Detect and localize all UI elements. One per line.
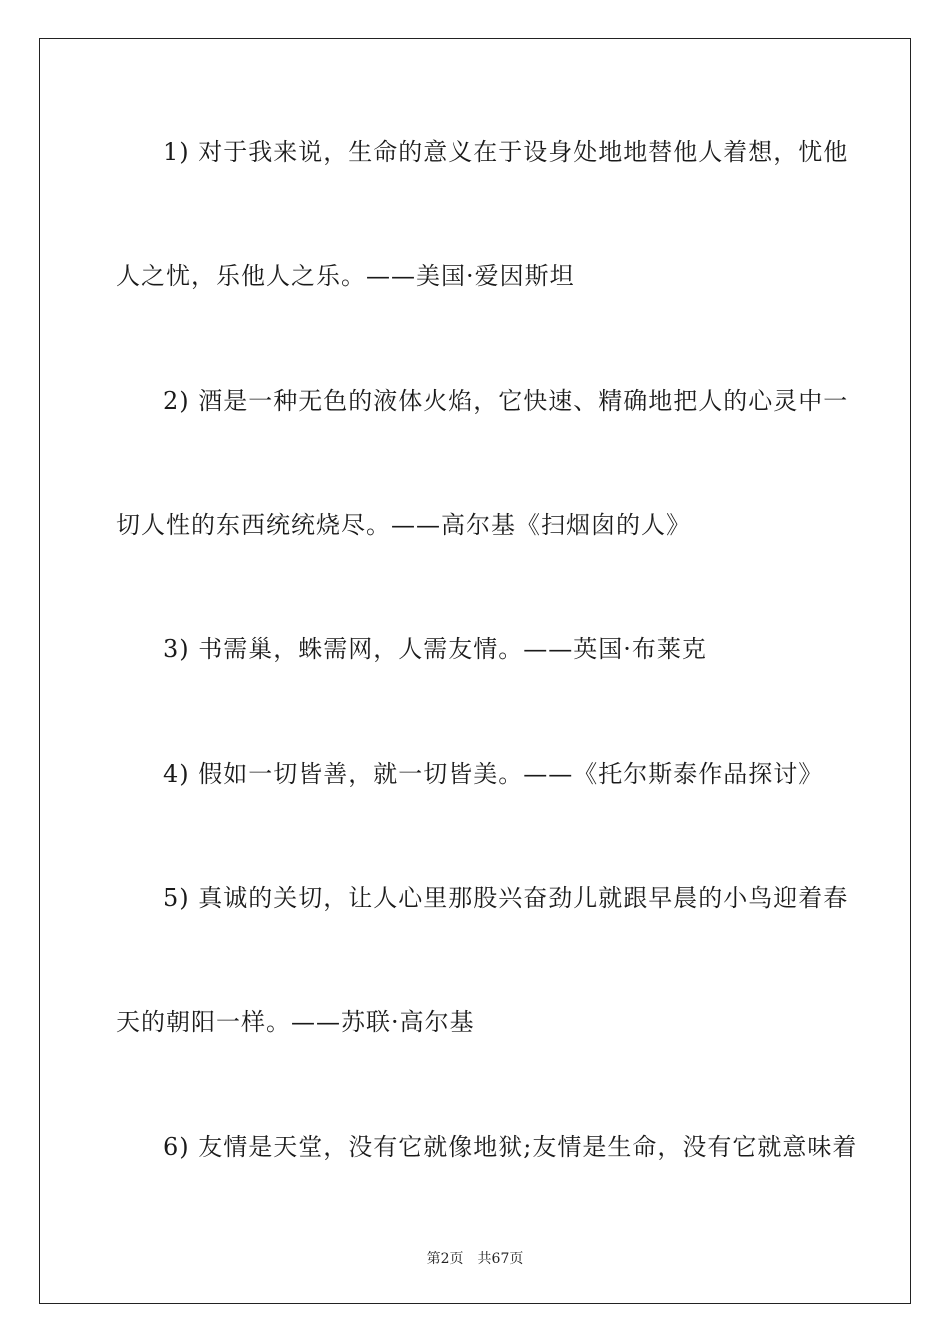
text-line-2: 人之忧，乐他人之乐。——美国·爱因斯坦: [116, 262, 575, 290]
text-line-9: 6) 友情是天堂，没有它就像地狱;友情是生命，没有它就意味着: [163, 1133, 858, 1161]
page-number-footer: 第2页 共67页: [426, 1251, 524, 1267]
text-line-8: 天的朝阳一样。——苏联·高尔基: [116, 1008, 475, 1036]
text-line-5: 3) 书需巢，蛛需网，人需友情。——英国·布莱克: [163, 635, 707, 663]
text-line-4: 切人性的东西统统烧尽。——高尔基《扫烟囱的人》: [116, 511, 691, 539]
text-line-1: 1) 对于我来说，生命的意义在于设身处地地替他人着想，忧他: [163, 138, 849, 166]
text-line-7: 5) 真诚的关切，让人心里那股兴奋劲儿就跟早晨的小鸟迎着春: [163, 884, 849, 912]
text-line-6: 4) 假如一切皆善，就一切皆美。——《托尔斯泰作品探讨》: [163, 760, 824, 788]
page-border: [39, 38, 911, 1304]
text-line-3: 2) 酒是一种无色的液体火焰，它快速、精确地把人的心灵中一: [163, 387, 849, 415]
